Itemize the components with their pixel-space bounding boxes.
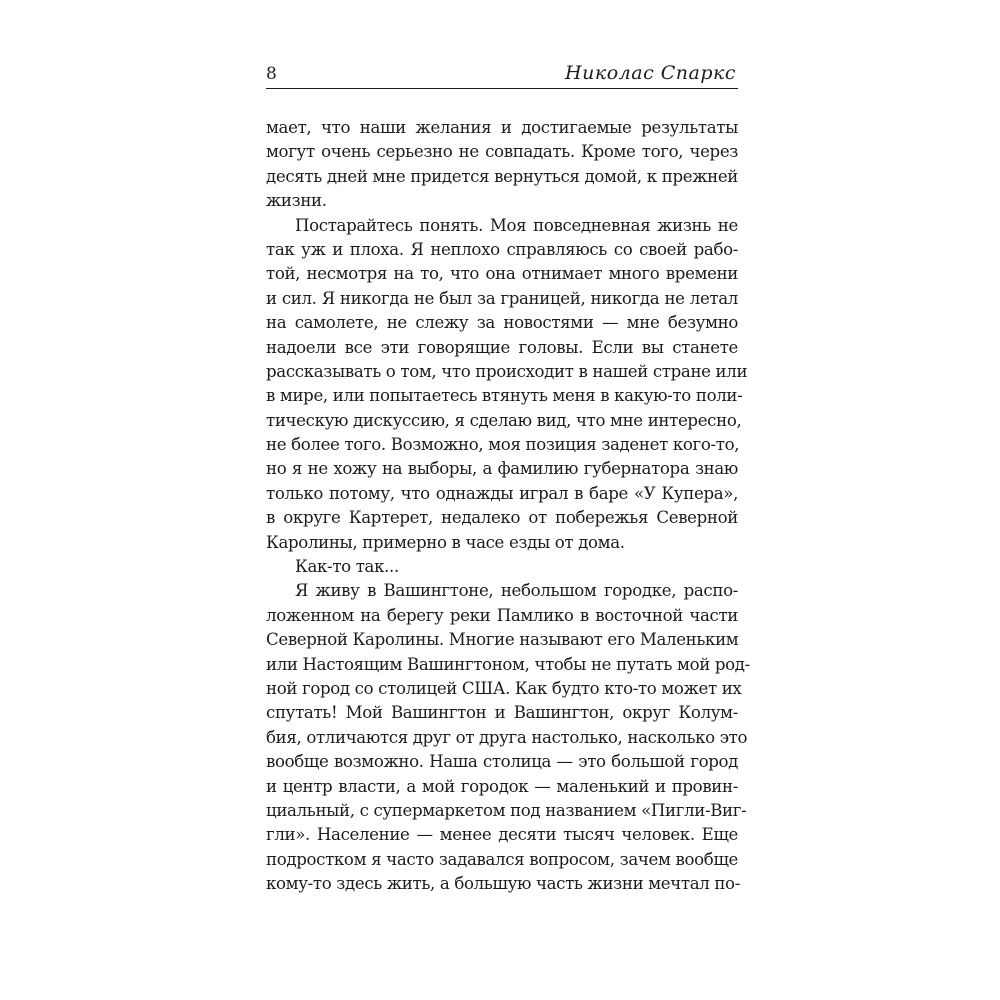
text-line: Я живу в Вашингтоне, небольшом городке, распо- xyxy=(295,581,738,601)
text-line: той, несмотря на то, что она отнимает много времени xyxy=(266,264,738,284)
text-line: рассказывать о том, что происходит в нашей стране или xyxy=(266,361,748,381)
text-line: в округе Картерет, недалеко от побережья Северной xyxy=(266,508,738,528)
text-line: и сил. Я никогда не был за границей, никогда не летал xyxy=(266,288,738,308)
book-page xyxy=(266,58,750,897)
text-line: Постарайтесь понять. Моя повседневная жизнь не xyxy=(295,215,738,235)
text-line: или Настоящим Вашингтоном, чтобы не путать мой род- xyxy=(266,654,750,674)
text-line: мает, что наши желания и достигаемые результаты xyxy=(266,118,738,137)
text-line: ной город со столицей США. Как будто кто-то может их xyxy=(266,678,742,698)
text-line: так уж и плоха. Я неплохо справляюсь со своей рабо- xyxy=(266,239,738,259)
text-line: и центр власти, а мой городок — маленький и провин- xyxy=(266,776,738,796)
text-line: десять дней мне придется вернуться домой, к прежней xyxy=(266,166,738,186)
text-line: тическую дискуссию, я сделаю вид, что мне интересно, xyxy=(266,410,742,430)
page-header xyxy=(266,58,738,90)
text-line: циальный, с супермаркетом под названием «Пигли-Виг- xyxy=(266,800,747,820)
header-rule xyxy=(266,88,738,89)
text-line: гли». Население — менее десяти тысяч человек. Еще xyxy=(266,825,738,845)
text-line: на самолете, не слежу за новостями — мне безумно xyxy=(266,313,738,333)
text-line: жизни. xyxy=(266,191,327,211)
text-line: в мире, или попытаетесь втянуть меня в какую-то поли- xyxy=(266,386,743,406)
text-line: не более того. Возможно, моя позиция заденет кого-то, xyxy=(266,435,740,455)
text-line: вообще возможно. Наша столица — это большой город xyxy=(266,752,738,772)
text-line: Северной Каролины. Многие называют его Маленьким xyxy=(266,630,739,650)
text-line: Как-то так... xyxy=(295,557,399,577)
text-line: кому-то здесь жить, а большую часть жизни мечтал по- xyxy=(266,874,740,894)
text-line: подростком я часто задавался вопросом, зачем вообще xyxy=(266,849,738,869)
text-line: но я не хожу на выборы, а фамилию губернатора знаю xyxy=(266,459,738,479)
text-line: надоели все эти говорящие головы. Если вы станете xyxy=(266,337,738,357)
body-text xyxy=(266,116,750,897)
text-line: спутать! Мой Вашингтон и Вашингтон, округ Колум- xyxy=(266,703,738,723)
text-line: бия, отличаются друг от друга настолько, насколько это xyxy=(266,727,748,747)
text-line: только потому, что однажды играл в баре «У Купера», xyxy=(266,483,738,503)
page-number: 8 xyxy=(266,64,277,84)
text-line: Каролины, примерно в часе езды от дома. xyxy=(266,532,625,552)
running-head-author: Николас Спаркс xyxy=(565,62,736,84)
text-line: могут очень серьезно не совпадать. Кроме того, через xyxy=(266,142,738,162)
text-line: ложенном на берегу реки Памлико в восточной части xyxy=(266,605,738,625)
